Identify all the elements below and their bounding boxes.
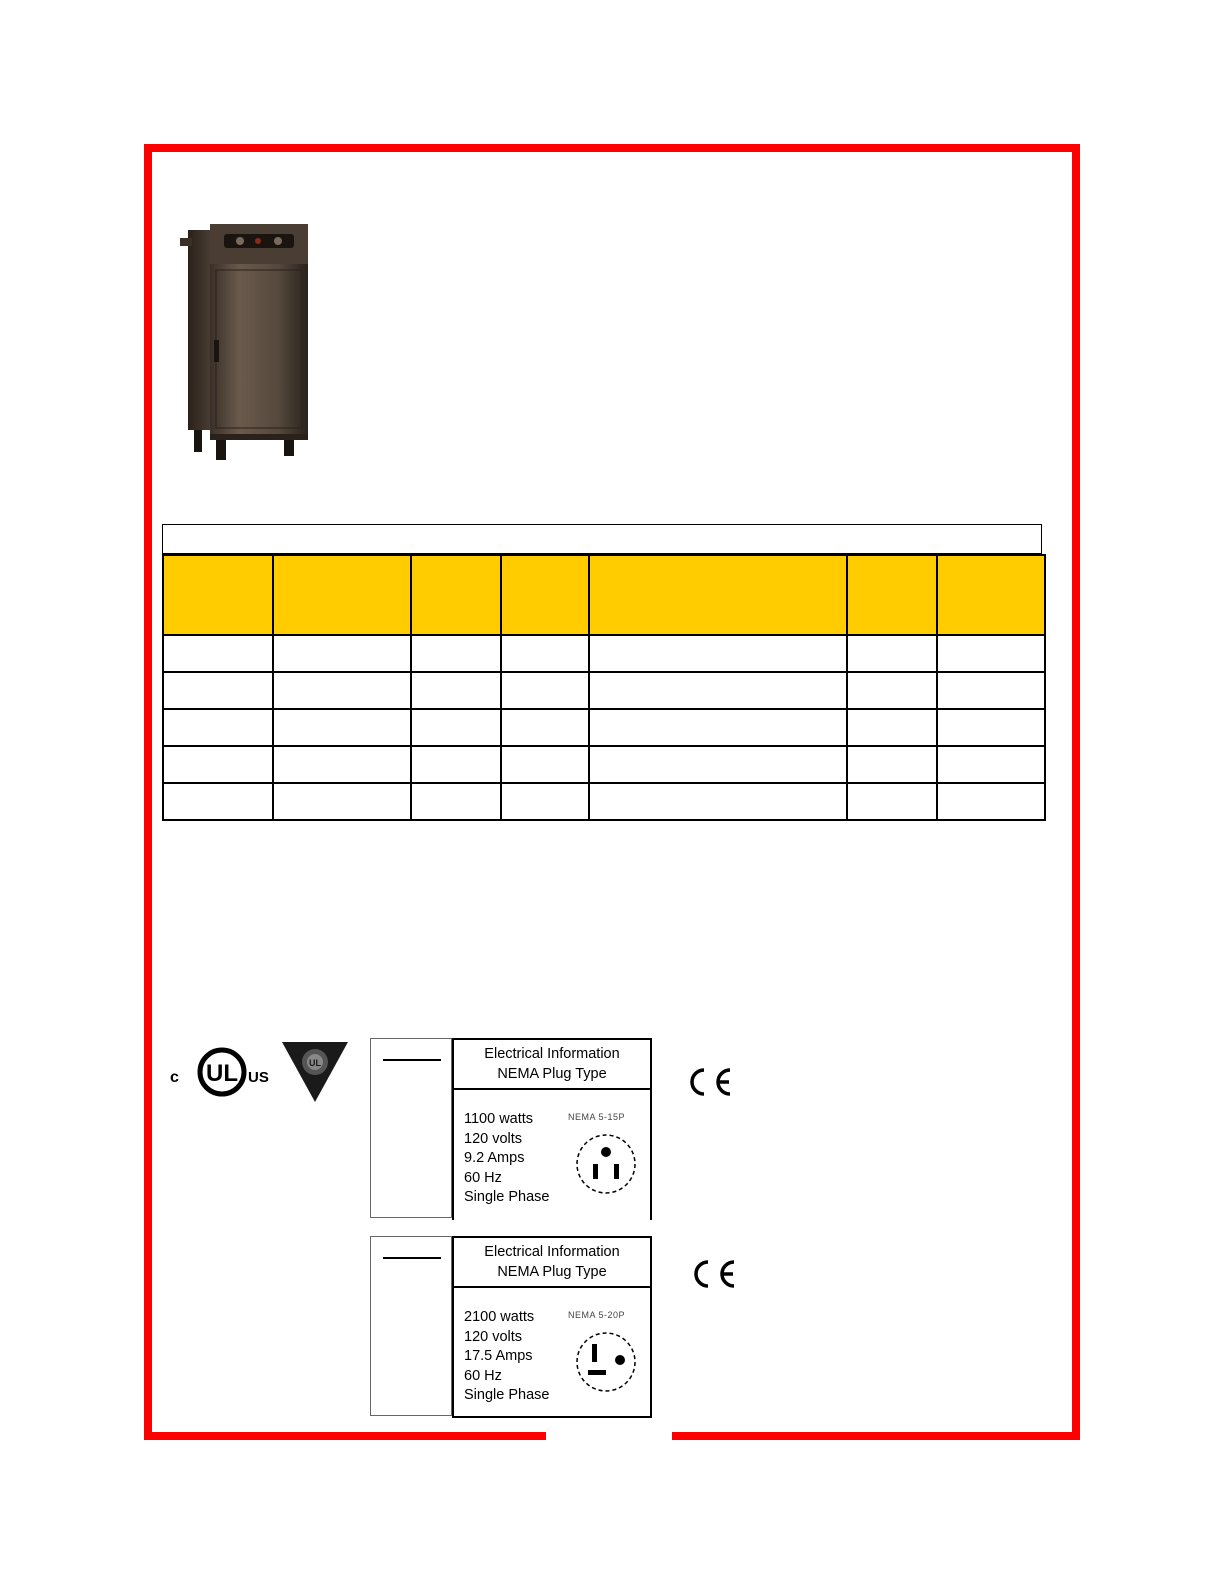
table-cell (589, 635, 847, 672)
svg-text:UL: UL (206, 1060, 238, 1087)
electrical-info-panel (452, 1038, 652, 1220)
electrical-info-box-2 (370, 1236, 652, 1418)
table-cell (163, 635, 273, 672)
ce-mark-icon (680, 1064, 736, 1100)
wattage-value: 1100 watts (464, 1111, 534, 1127)
red-frame-bottom-left (144, 1432, 546, 1440)
table-cell (847, 672, 937, 709)
table-cell (501, 635, 589, 672)
table-cell (273, 746, 411, 783)
sanitation-triangle-mark-icon (280, 1040, 350, 1104)
table-cell (847, 783, 937, 820)
voltage-value: 120 volts (464, 1328, 523, 1345)
table-cell (501, 783, 589, 820)
electrical-info-box-1 (370, 1038, 652, 1220)
table-cell (411, 783, 501, 820)
plug-type-label: NEMA 5-20P (568, 1310, 626, 1320)
table-cell (589, 709, 847, 746)
dash-rule (383, 1257, 441, 1259)
table-cell (273, 672, 411, 709)
table-cell (273, 635, 411, 672)
ce-mark-icon (684, 1256, 740, 1292)
table-cell (273, 783, 411, 820)
product-photo-holding-cabinet (180, 220, 320, 470)
table-header-cell (847, 555, 937, 635)
nema-plug-type-label: NEMA Plug Type (497, 1264, 607, 1280)
table-header-cell (589, 555, 847, 635)
table-row (163, 709, 1045, 746)
table-header-cell (501, 555, 589, 635)
nema-5-20p-outlet-icon (574, 1330, 638, 1394)
table-cell (501, 746, 589, 783)
table-cell (411, 635, 501, 672)
wattage-value: 2100 watts (464, 1309, 535, 1325)
table-cell (589, 672, 847, 709)
table-cell (937, 709, 1045, 746)
phase-value: Single Phase (464, 1189, 550, 1205)
table-cell (411, 746, 501, 783)
table-cell (163, 672, 273, 709)
table-header-cell (937, 555, 1045, 635)
table-cell (501, 709, 589, 746)
svg-text:UL: UL (309, 1058, 321, 1068)
table-cell (937, 783, 1045, 820)
table-row (163, 672, 1045, 709)
red-frame-top (144, 144, 1080, 152)
table-cell (273, 709, 411, 746)
spec-table-header-row (163, 555, 1045, 635)
table-cell (589, 783, 847, 820)
table-cell (501, 672, 589, 709)
electrical-spec-list (464, 1110, 549, 1208)
spec-table-caption-box (162, 524, 1042, 554)
electrical-spec-list (464, 1308, 549, 1406)
electrical-info-header (454, 1040, 650, 1090)
table-cell (937, 635, 1045, 672)
frequency-value: 60 Hz (464, 1169, 502, 1186)
table-row (163, 635, 1045, 672)
electrical-info-title: Electrical Information (484, 1046, 620, 1062)
dash-rule (383, 1059, 441, 1061)
table-cell (847, 709, 937, 746)
electrical-info-side-panel (370, 1038, 452, 1218)
red-frame-left (144, 144, 152, 1440)
nema-plug-type-label: NEMA Plug Type (497, 1066, 607, 1082)
table-cell (589, 746, 847, 783)
plug-type-label: NEMA 5-15P (568, 1112, 626, 1122)
phase-value: Single Phase (464, 1387, 550, 1403)
svg-text:US: US (248, 1069, 269, 1086)
frequency-value: 60 Hz (464, 1367, 502, 1384)
electrical-info-panel (452, 1236, 652, 1418)
table-cell (163, 783, 273, 820)
amperage-value: 9.2 Amps (464, 1150, 525, 1166)
table-header-cell (273, 555, 411, 635)
table-cell (937, 746, 1045, 783)
electrical-info-header (454, 1238, 650, 1288)
table-cell (847, 746, 937, 783)
electrical-info-side-panel (370, 1236, 452, 1416)
nema-5-15p-outlet-icon (574, 1132, 638, 1196)
electrical-info-title: Electrical Information (484, 1244, 620, 1260)
table-cell (163, 709, 273, 746)
table-row (163, 746, 1045, 783)
red-frame-bottom-right (672, 1432, 1080, 1440)
table-cell (937, 672, 1045, 709)
cul-us-listed-mark-icon (170, 1042, 274, 1102)
voltage-value: 120 volts (464, 1130, 523, 1147)
amperage-value: 17.5 Amps (464, 1348, 533, 1364)
table-cell (847, 635, 937, 672)
spec-table (162, 554, 1046, 821)
svg-text:c: c (170, 1069, 179, 1086)
table-cell (163, 746, 273, 783)
table-row (163, 783, 1045, 820)
table-cell (411, 709, 501, 746)
table-header-cell (163, 555, 273, 635)
table-cell (411, 672, 501, 709)
table-header-cell (411, 555, 501, 635)
red-frame-right (1072, 144, 1080, 1440)
